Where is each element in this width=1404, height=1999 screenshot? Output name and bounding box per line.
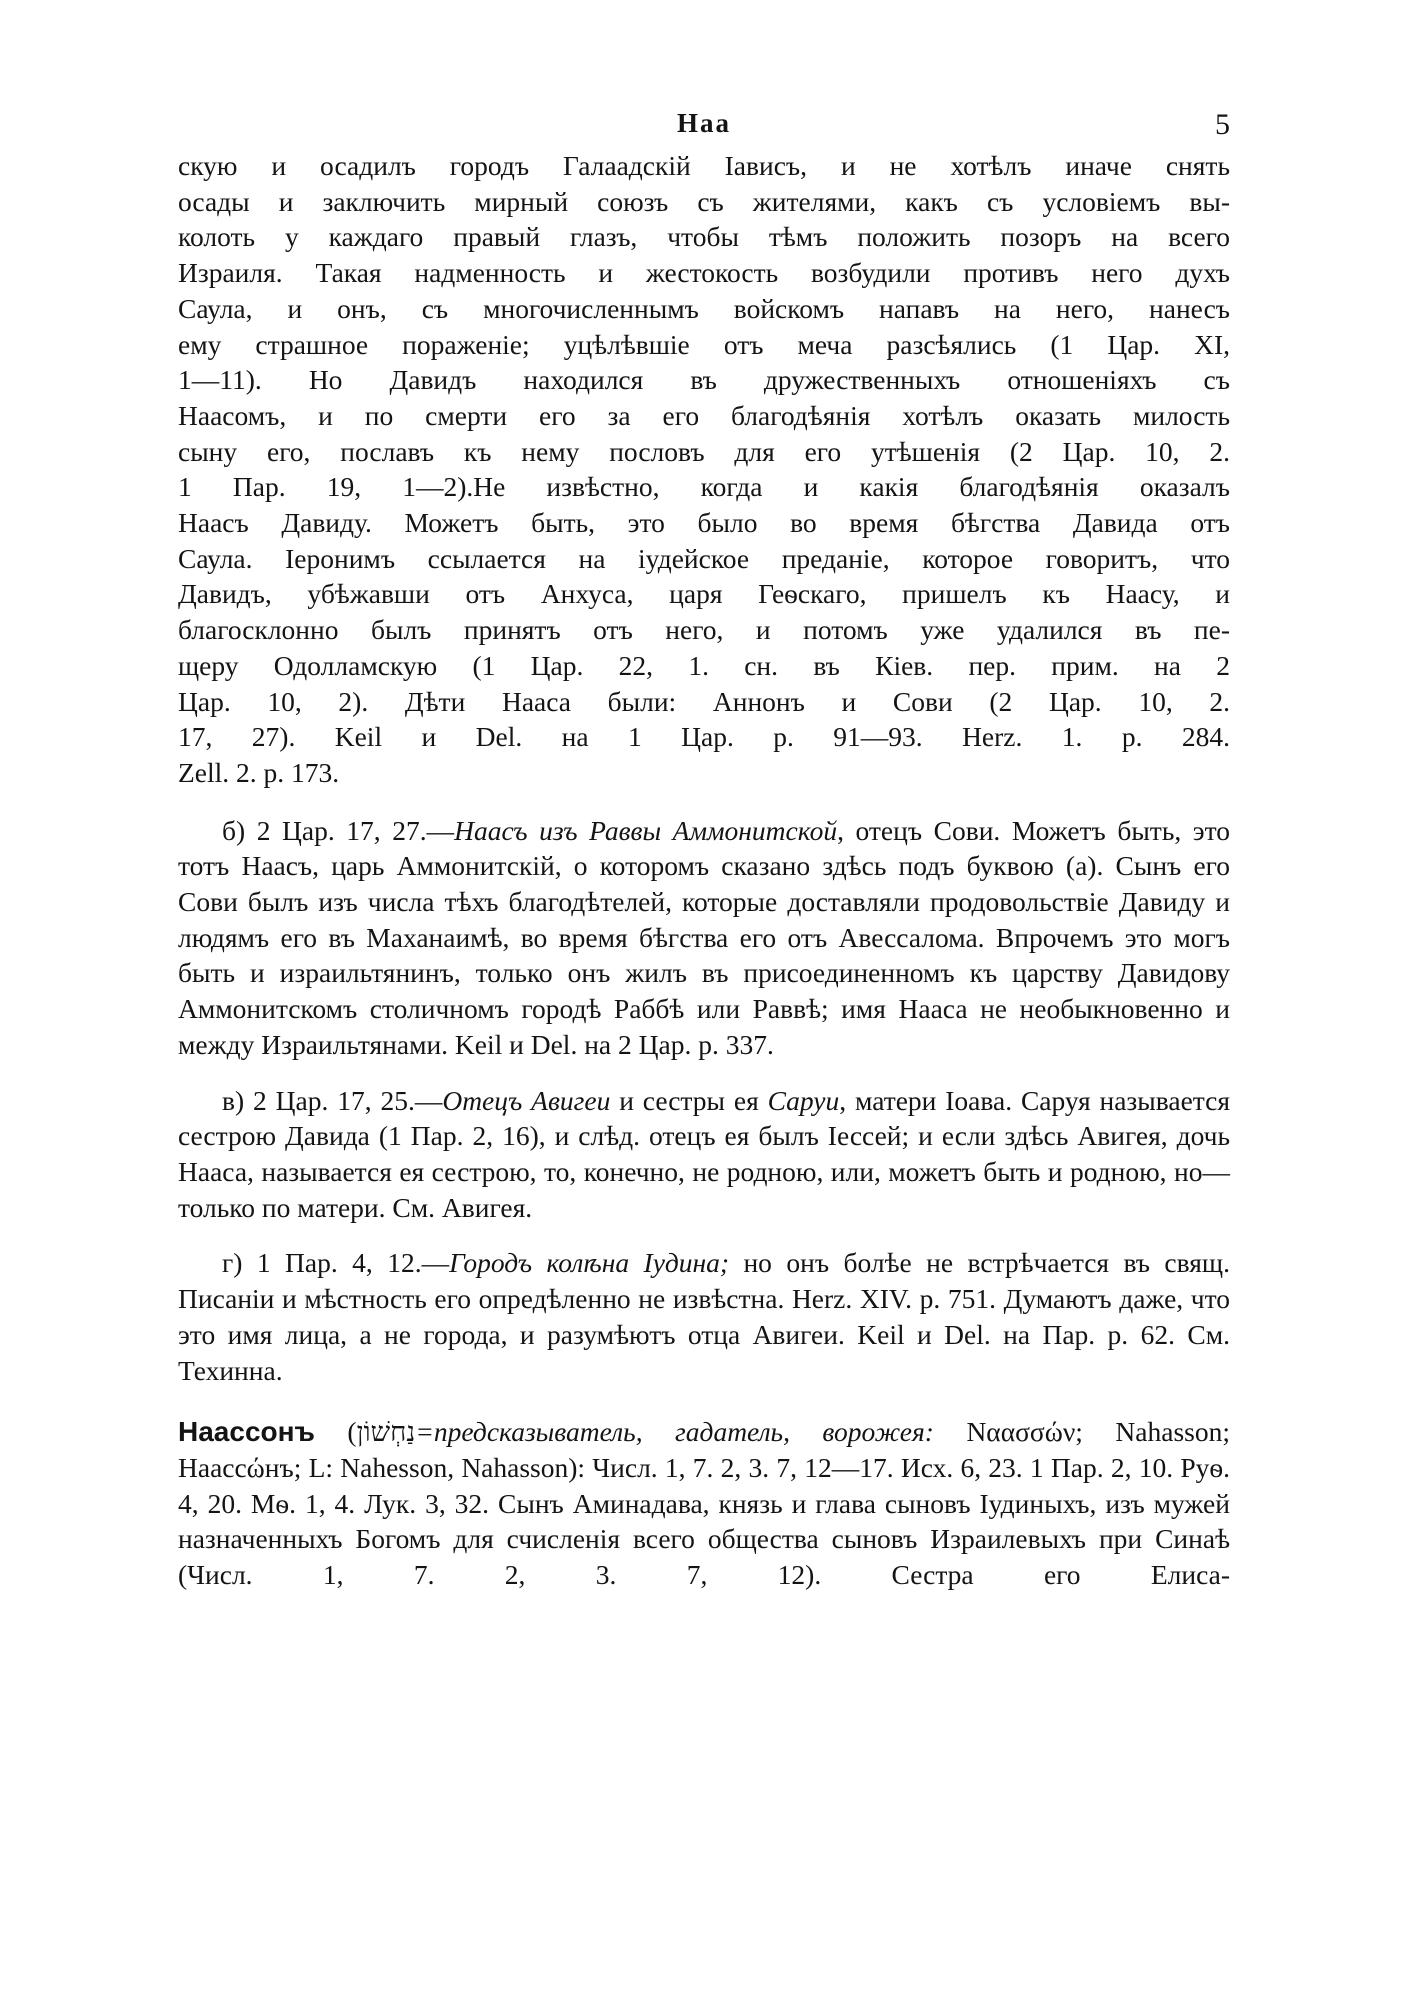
entry-gloss: =предсказыватель, гадатель, ворожея: [415, 1416, 934, 1448]
entry-c-title: Отецъ Авигеи [442, 1084, 611, 1116]
text-line: Израиля. Такая надменность и жестокость возбудили противъ него духъ [178, 257, 1230, 289]
entry-c-text: , матери Іоава. Саруя называется сестрою Давида (1 Пар. 2, 16), и слѣд. отецъ ея былъ Іессей; и если здѣсь Авигея, дочь Нааса, называется ея сестрою, то, конечно, не родною, или, можетъ быть и родною, но— только по матери. См. Авигея. [178, 1084, 1230, 1223]
text-line: 17, 27). Keil и Del. на 1 Цар. p. 91—93. Herz. 1. p. 284. [178, 721, 1230, 753]
text-line: 1 Пар. 19, 1—2).Не извѣстно, когда и какія благодѣянія оказалъ [178, 471, 1230, 503]
entry-d-ref: г) 1 Пар. 4, 12.— [222, 1247, 450, 1279]
entry-a-continuation [178, 148, 1230, 791]
text-line: Саула, и онъ, съ многочисленнымъ войскомъ напавъ на него, нанесъ [178, 292, 1230, 324]
text-line: 1—11). Но Давидъ находился въ дружественныхъ отношеніяхъ съ [178, 364, 1230, 396]
entry-nahshon [178, 1414, 1230, 1593]
text-line: ему страшное пораженіе; уцѣлѣвшіе отъ меча разсѣялись (1 Цар. XI, [178, 328, 1230, 360]
text-line: Саула. Іеронимъ ссылается на іудейское преданіе, которое говоритъ, что [178, 542, 1230, 574]
text-line: осады и заключить мирный союзъ съ жителями, какъ съ условіемъ вы- [178, 185, 1230, 217]
entry-c-ref: в) 2 Цар. 17, 25.— [222, 1084, 443, 1116]
text-line: Наасомъ, и по смерти его за его благодѣянія хотѣлъ оказать милость [178, 399, 1230, 431]
entry-c-name: Саруи [767, 1084, 840, 1116]
page [178, 108, 1230, 1593]
entry-d-title: Городъ колѣна Іудина; [449, 1247, 730, 1279]
entry-c-mid: и сестры ея [610, 1084, 768, 1116]
entry-d-text: но онъ болѣе не встрѣчается въ свящ. Писаніи и мѣстность его опредѣленно не извѣстна. Herz. XIV. p. 751. Думаютъ даже, что это имя лица, а не города, и разумѣютъ отца Авигеи. Keil и Del. на Пар. p. 62. См. Техинна. [178, 1247, 1230, 1386]
entry-d [178, 1245, 1230, 1388]
hebrew-word: (נַחְשׁוֹן [347, 1416, 416, 1448]
text-line: Цар. 10, 2). Дѣти Нааса были: Аннонъ и Сови (2 Цар. 10, 2. [178, 685, 1230, 717]
text-line: сыну его, пославъ къ нему пословъ для его утѣшенія (2 Цар. 10, 2. [178, 435, 1230, 467]
entry-headword: Наассонъ [178, 1416, 315, 1448]
running-head [178, 108, 1230, 148]
text-line: Давидъ, убѣжавши отъ Анхуса, царя Геѳскаго, пришелъ къ Наасу, и [178, 578, 1230, 610]
entry-c [178, 1083, 1230, 1226]
text-line: Zell. 2. p. 173. [178, 756, 340, 788]
entry-nahshon-text: Ναασσών; Nahasson; Наассώнъ; L: Nahesson, Nahasson): Числ. 1, 7. 2, 3. 7, 12—17. Исх. 6, 23. 1 Пар. 2, 10. Руѳ. 4, 20. Мѳ. 1, 4. Лук. 3, 32. Сынъ Аминадава, князь и глава сыновъ Іудиныхъ, изъ мужей назначенныхъ Богомъ для счисленія всего общества сыновъ Израилевыхъ при Синаѣ (Числ. 1, 7. 2, 3. 7, 12). Сестра его Елиса- [178, 1416, 1230, 1591]
running-head-word: Наа [676, 108, 731, 138]
text-line: колоть у каждаго правый глазъ, чтобы тѣмъ положить позоръ на всего [178, 221, 1230, 253]
text-line: щеру Одолламскую (1 Цар. 22, 1. сн. въ Кіев. пер. прим. на 2 [178, 649, 1230, 681]
text-line: скую и осадилъ городъ Галаадскій Іависъ, и не хотѣлъ иначе снять [178, 150, 1230, 181]
entry-b-text: , отецъ Сови. Можетъ быть, это тотъ Наасъ, царь Аммонитскій, о которомъ сказано здѣсь подъ буквою (а). Сынъ его Сови былъ изъ числа тѣхъ благодѣтелей, которые доставляли продовольствіе Давиду и людямъ его въ Маханаимѣ, во время бѣгства его отъ Авессалома. Впрочемъ это могъ быть и израильтянинъ, только онъ жилъ въ присоединенномъ къ царству Давидову Аммонитскомъ столичномъ городѣ Раббѣ или Раввѣ; имя Нааса не необыкновенно и между Израильтянами. Keil и Del. на 2 Цар. p. 337. [178, 814, 1231, 1060]
page-number: 5 [1215, 108, 1230, 141]
text-line: Наасъ Давиду. Можетъ быть, это было во время бѣгства Давида отъ [178, 507, 1230, 539]
text-line: благосклонно былъ принятъ отъ него, и потомъ уже удалился въ пе- [178, 614, 1230, 646]
entry-b-ref: б) 2 Цар. 17, 27.— [222, 814, 455, 846]
entry-b [178, 813, 1230, 1063]
entry-b-title: Наасъ изъ Раввы Аммонитской [454, 814, 838, 846]
